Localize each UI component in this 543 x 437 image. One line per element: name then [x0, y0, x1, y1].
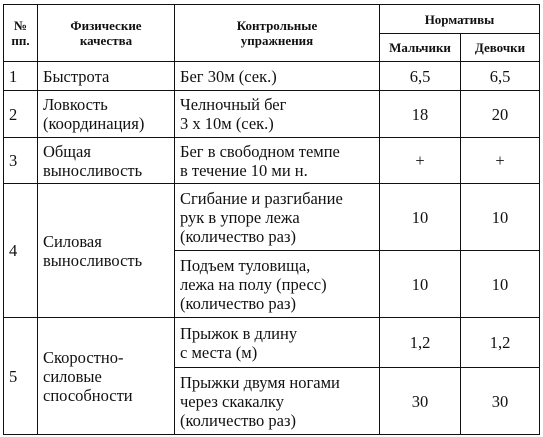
exercise-cell: Сгибание и разгибание рук в упоре лежа (количество раз) — [175, 184, 380, 251]
col-norms-header: Нормативы — [380, 5, 540, 34]
girls-value: + — [461, 138, 540, 184]
table-row — [4, 184, 540, 251]
norms-table — [3, 4, 540, 435]
exercise-cell: Бег 30м (сек.) — [175, 62, 380, 91]
table-row — [4, 138, 540, 184]
boys-value: 1,2 — [380, 318, 461, 368]
quality-cell: Силовая выносливость — [38, 184, 175, 318]
boys-value: 10 — [380, 184, 461, 251]
boys-value: 10 — [380, 251, 461, 318]
col-girls-header: Девочки — [461, 34, 540, 62]
boys-value: + — [380, 138, 461, 184]
girls-value: 30 — [461, 368, 540, 435]
col-quality-header: Физические качества — [38, 5, 175, 62]
row-number: 3 — [4, 138, 38, 184]
girls-value: 10 — [461, 184, 540, 251]
col-num-header: № пп. — [4, 5, 38, 62]
exercise-cell: Челночный бег 3 х 10м (сек.) — [175, 91, 380, 138]
quality-cell: Быстрота — [38, 62, 175, 91]
exercise-cell: Прыжки двумя ногами через скакалку (количество раз) — [175, 368, 380, 435]
quality-cell: Общая выносливость — [38, 138, 175, 184]
exercise-cell: Прыжок в длину с места (м) — [175, 318, 380, 368]
row-number: 2 — [4, 91, 38, 138]
row-number: 1 — [4, 62, 38, 91]
exercise-cell: Подъем туловища, лежа на полу (пресс) (количество раз) — [175, 251, 380, 318]
row-number: 4 — [4, 184, 38, 318]
quality-cell: Ловкость (координация) — [38, 91, 175, 138]
quality-cell: Скоростно- силовые способности — [38, 318, 175, 435]
girls-value: 10 — [461, 251, 540, 318]
exercise-cell: Бег в свободном темпе в течение 10 ми н. — [175, 138, 380, 184]
row-number: 5 — [4, 318, 38, 435]
col-exercise-header: Контрольные упражнения — [175, 5, 380, 62]
boys-value: 30 — [380, 368, 461, 435]
table-row — [4, 318, 540, 368]
boys-value: 6,5 — [380, 62, 461, 91]
table-row — [4, 62, 540, 91]
girls-value: 6,5 — [461, 62, 540, 91]
girls-value: 1,2 — [461, 318, 540, 368]
header-row — [4, 5, 540, 34]
col-boys-header: Мальчики — [380, 34, 461, 62]
girls-value: 20 — [461, 91, 540, 138]
boys-value: 18 — [380, 91, 461, 138]
table-row — [4, 91, 540, 138]
